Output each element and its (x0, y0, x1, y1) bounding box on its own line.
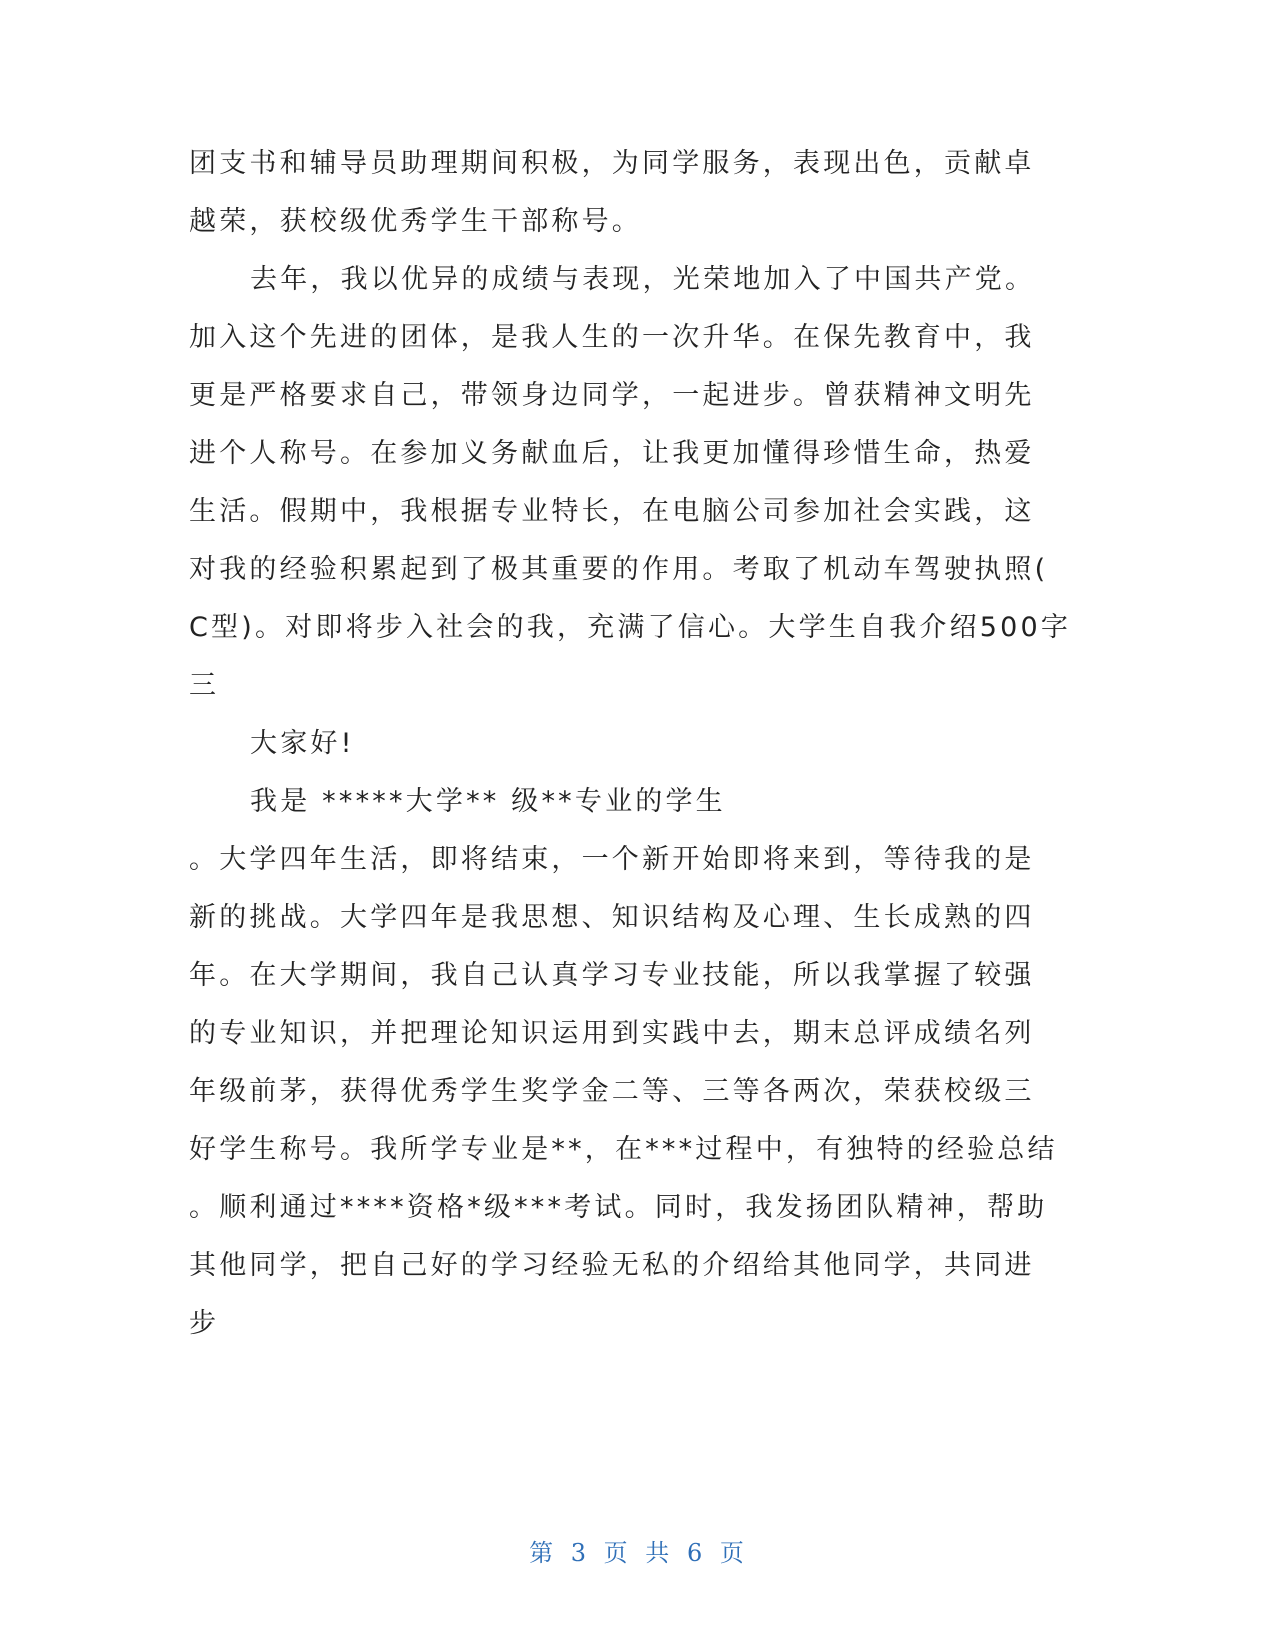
text-line: 对我的经验积累起到了极其重要的作用。考取了机动车驾驶执照( (189, 554, 1049, 585)
page-number-footer: 第 3 页 共 6 页 (529, 1539, 746, 1567)
text-line: 更是严格要求自己，带领身边同学，一起进步。曾获精神文明先 (189, 380, 1035, 411)
text-line: 加入这个先进的团体，是我人生的一次升华。在保先教育中，我 (189, 322, 1035, 353)
text-line: 。顺利通过****资格*级***考试。同时，我发扬团队精神，帮助 (189, 1192, 1048, 1223)
text-line: 团支书和辅导员助理期间积极，为同学服务，表现出色，贡献卓 (189, 148, 1035, 179)
text-line: 的专业知识，并把理论知识运用到实践中去，期末总评成绩名列 (189, 1018, 1035, 1049)
text-line: 越荣，获校级优秀学生干部称号。 (189, 206, 642, 237)
text-line: 新的挑战。大学四年是我思想、知识结构及心理、生长成熟的四 (189, 902, 1035, 933)
text-line: C型)。对即将步入社会的我，充满了信心。大学生自我介绍500字 (189, 612, 1072, 643)
text-line: 我是 *****大学** 级**专业的学生 (250, 786, 726, 817)
greeting-line: 大家好! (250, 728, 355, 759)
text-line: 好学生称号。我所学专业是**，在***过程中，有独特的经验总结 (189, 1134, 1058, 1165)
text-line: 生活。假期中，我根据专业特长，在电脑公司参加社会实践，这 (189, 496, 1035, 527)
text-line: 。大学四年生活，即将结束，一个新开始即将来到，等待我的是 (189, 844, 1035, 875)
text-line: 步 (189, 1308, 220, 1339)
text-line: 其他同学，把自己好的学习经验无私的介绍给其他同学，共同进 (189, 1250, 1035, 1281)
text-line: 去年，我以优异的成绩与表现，光荣地加入了中国共产党。 (250, 264, 1036, 295)
text-line: 年级前茅，获得优秀学生奖学金二等、三等各两次，荣获校级三 (189, 1076, 1035, 1107)
text-line: 三 (189, 670, 220, 701)
text-line: 年。在大学期间，我自己认真学习专业技能，所以我掌握了较强 (189, 960, 1035, 991)
text-line: 进个人称号。在参加义务献血后，让我更加懂得珍惜生命，热爱 (189, 438, 1035, 469)
